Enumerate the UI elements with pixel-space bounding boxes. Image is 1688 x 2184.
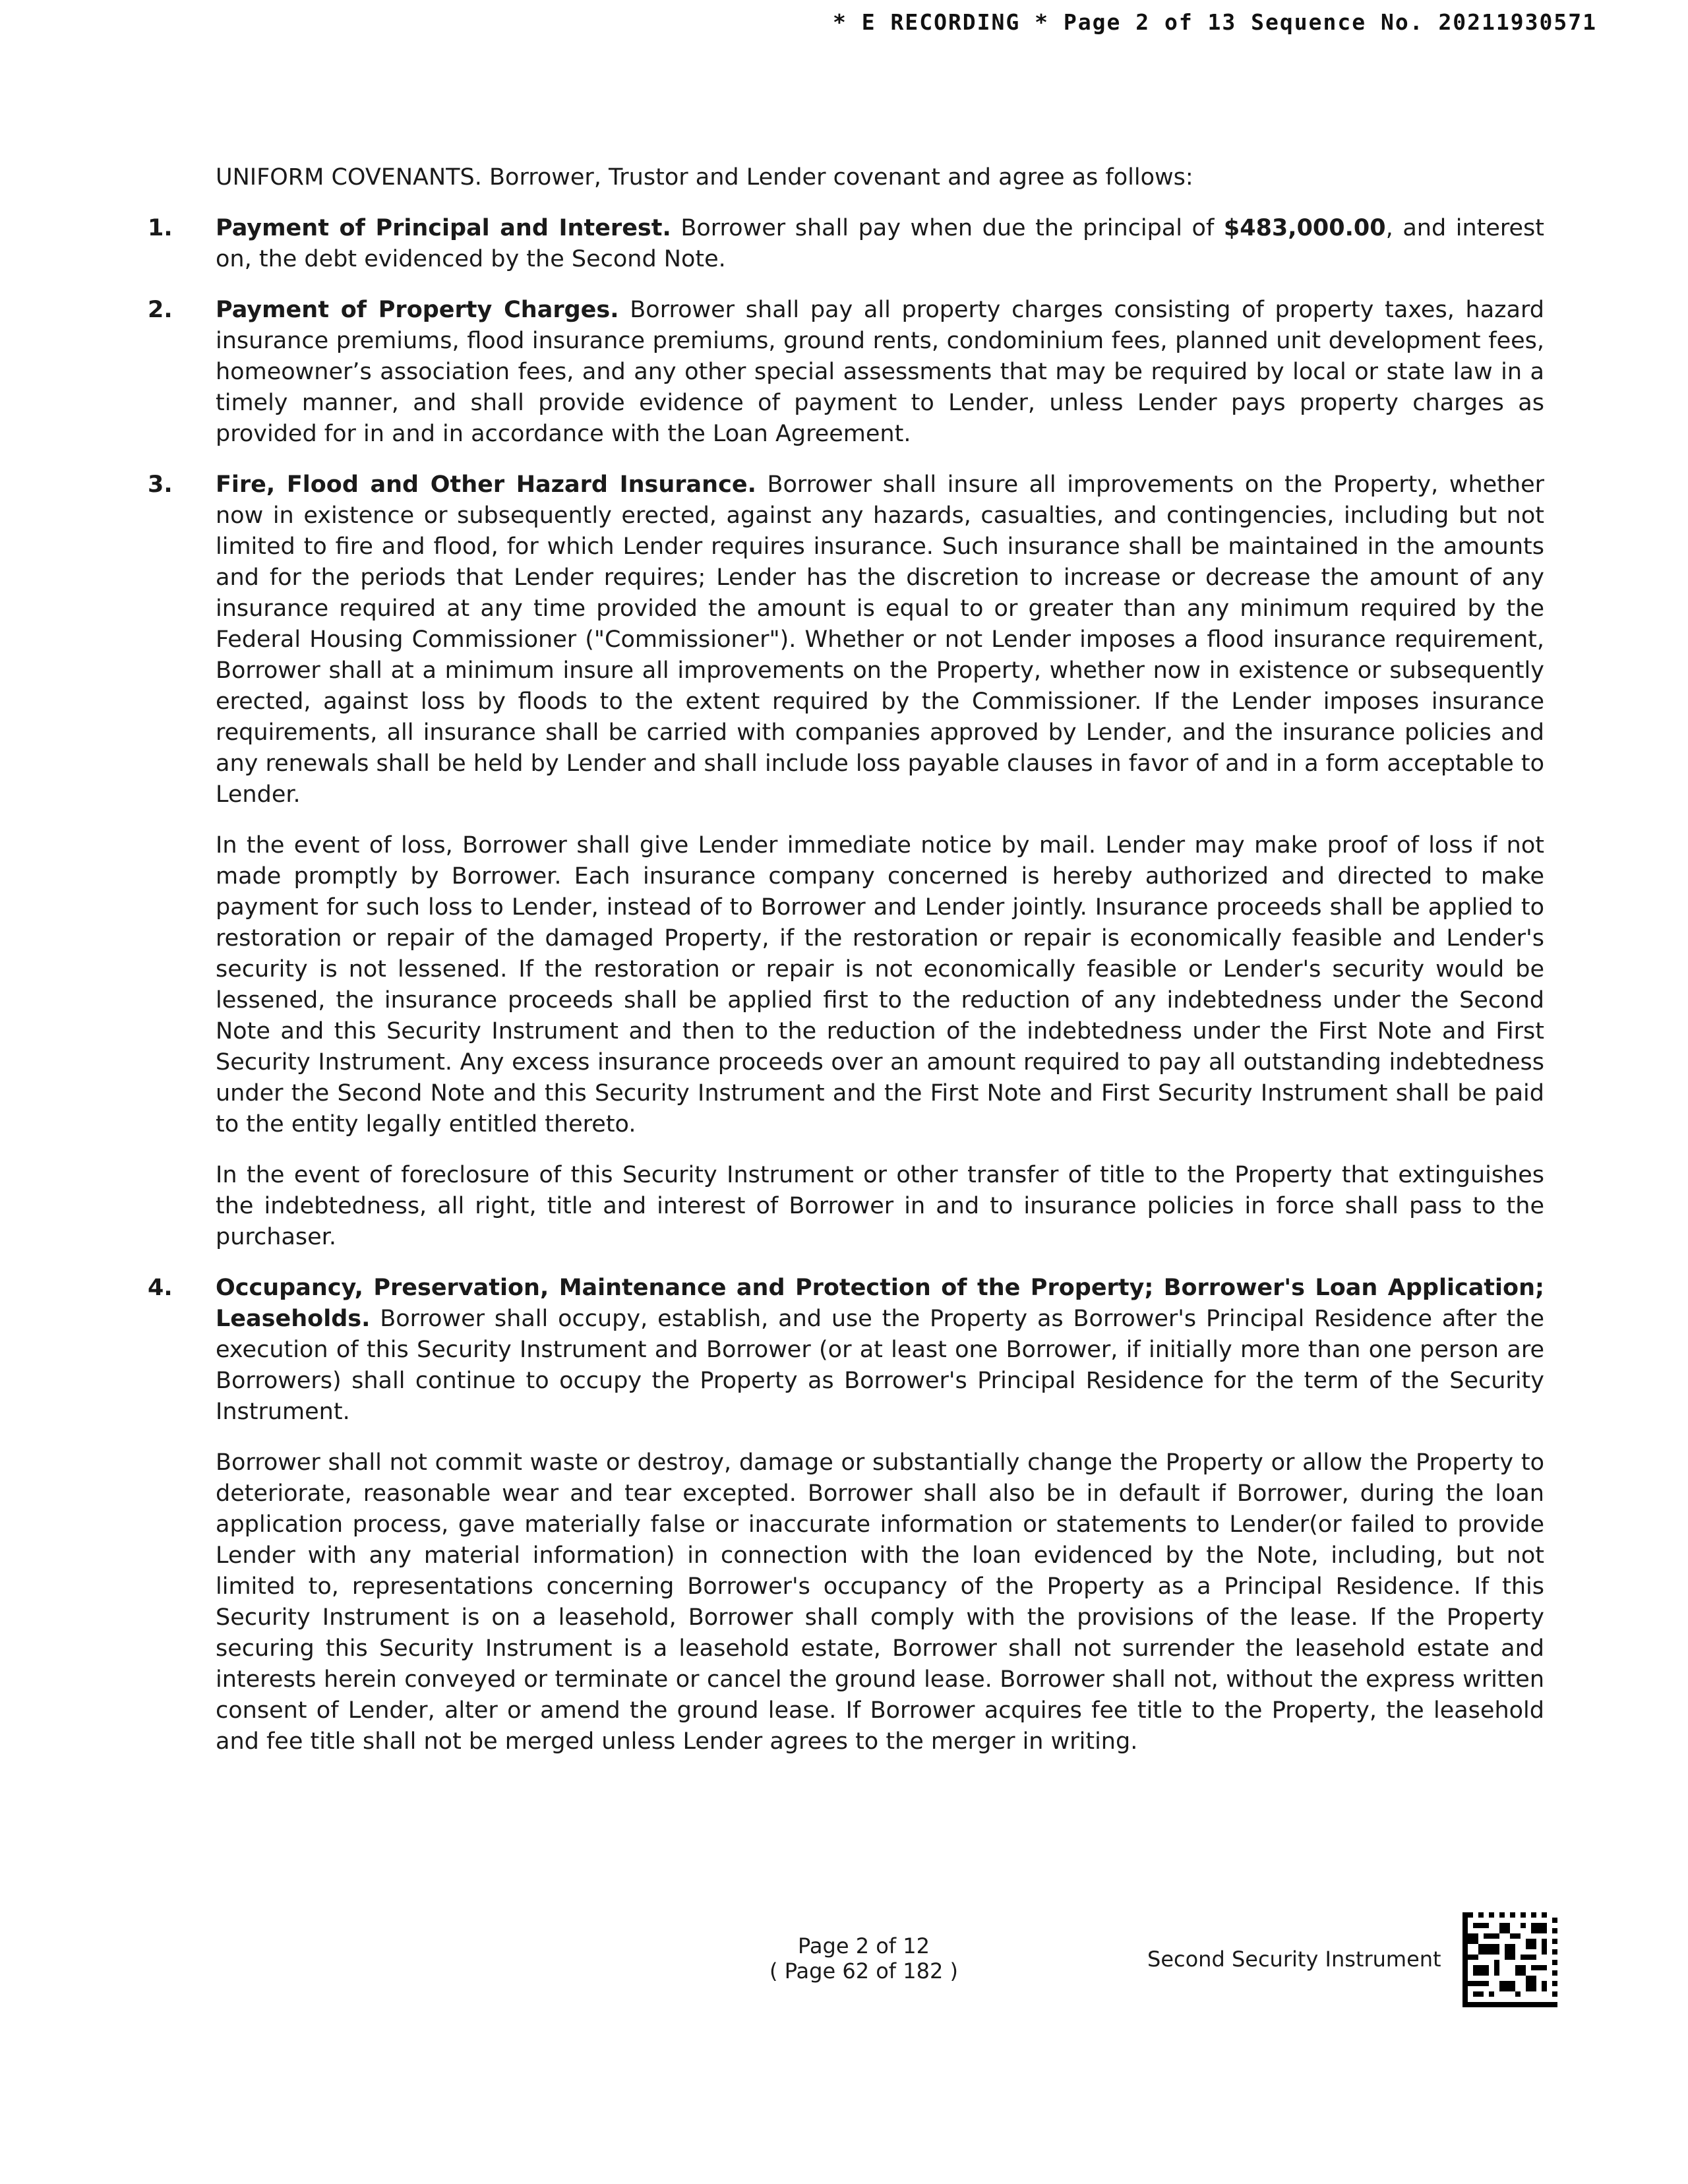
section-paragraph: In the event of foreclosure of this Security Instrument or other transfer of title to the Property that extinguishes the indebtedness, all right, title and interest of Borrower in and to insurance policies in force shall pass to the purchaser.	[216, 1162, 1544, 1250]
section-text: Borrower shall pay all property charges consisting of property taxes, hazard insurance premiums, flood insurance premiums, ground rents, condominium fees, planned unit development fees, homeowner’s association fees, and any other special assessments that may be required by local or state law in a timely manner, and shall provide evidence of payment to Lender, unless Lender pays property charges as provided for in and in accordance with the Loan Agreement.	[216, 297, 1544, 447]
covenant-section-3	[148, 470, 1544, 1253]
uniform-covenants-intro: UNIFORM COVENANTS. Borrower, Trustor and Lender covenant and agree as follows:	[216, 164, 1193, 191]
section-paragraph: In the event of loss, Borrower shall give Lender immediate notice by mail. Lender may make proof of loss if not made promptly by Borrower. Each insurance company concerned is hereby authorized and directed to make payment for such loss to Lender, instead of to Borrower and Lender jointly. Insurance proceeds shall be applied to restoration or repair of the damaged Property, if the restoration or repair is economically feasible and Lender's security is not lessened. If the restoration or repair is not economically feasible or Lender's security would be lessened, the insurance proceeds shall be applied first to the reduction of any indebtedness under the Second Note and this Security Instrument and then to the reduction of the indebtedness under the First Note and First Security Instrument. Any excess insurance proceeds over an amount required to pay all outstanding indebtedness under the Second Note and this Security Instrument and the First Note and First Security Instrument shall be paid to the entity legally entitled thereto.	[216, 832, 1544, 1138]
section-paragraph	[216, 213, 1544, 275]
principal-amount: $483,000.00	[1223, 215, 1386, 241]
section-text: Borrower shall occupy, establish, and use the Property as Borrower's Principal Residence after the execution of this Security Instrument and Borrower (or at least one Borrower, if initially more than one person are Borrowers) shall continue to occupy the Property as Borrower's Principal Residence for the term of the Security Instrument.	[216, 1306, 1544, 1425]
covenant-section-4	[148, 1273, 1544, 1757]
section-title: Payment of Principal and Interest.	[216, 215, 671, 241]
section-title: Payment of Property Charges.	[216, 297, 619, 323]
section-title: Occupancy, Preservation, Maintenance and Protection of the Property; Borrower's Loan Application; Leaseholds.	[216, 1275, 1544, 1332]
document-body	[148, 162, 1544, 1777]
covenant-section-1	[148, 213, 1544, 275]
datamatrix-barcode-icon	[1462, 1912, 1557, 2007]
packet-page-number: ( Page 62 of 182 )	[769, 1958, 958, 1984]
section-number: 1.	[148, 215, 173, 241]
section-text: Borrower shall insure all improvements on the Property, whether now in existence or subsequently erected, against any hazards, casualties, and contingencies, including but not limited to fire and flood, for which Lender requires insurance. Such insurance shall be maintained in the amounts and for the periods that Lender requires; Lender has the discretion to increase or decrease the amount of any insurance required at any time provided the amount is equal to or greater than any minimum required by the Federal Housing Commissioner ("Commissioner"). Whether or not Lender imposes a flood insurance requirement, Borrower shall at a minimum insure all improvements on the Property, whether now in existence or subsequently erected, against loss by floods to the extent required by the Commissioner. If the Lender imposes insurance requirements, all insurance shall be carried with companies approved by Lender, and the insurance policies and any renewals shall be held by Lender and shall include loss payable clauses in favor of and in a form acceptable to Lender.	[216, 471, 1544, 808]
section-title: Fire, Flood and Other Hazard Insurance.	[216, 471, 756, 498]
recording-stamp: * E RECORDING * Page 2 of 13 Sequence No. 20211930571	[833, 9, 1597, 35]
page-number-block	[712, 1933, 1015, 1984]
section-paragraph: Borrower shall not commit waste or destroy, damage or substantially change the Property or allow the Property to deteriorate, reasonable wear and tear excepted. Borrower shall also be in default if Borrower, during the loan application process, gave materially false or inaccurate information or statements to Lender(or failed to provide Lender with any material information) in connection with the loan evidenced by the Note, including, but not limited to, representations concerning Borrower's occupancy of the Property as a Principal Residence. If this Security Instrument is on a leasehold, Borrower shall comply with the provisions of the lease. If the Property securing this Security Instrument is a leasehold estate, Borrower shall not surrender the leasehold estate and interests herein conveyed or terminate or cancel the ground lease. Borrower shall not, without the express written consent of Lender, alter or amend the ground lease. If Borrower acquires fee title to the Property, the leasehold and fee title shall not be merged unless Lender agrees to the merger in writing.	[216, 1449, 1544, 1755]
section-paragraph	[216, 295, 1544, 450]
covenant-section-2	[148, 295, 1544, 450]
section-text: , and interest on, the debt evidenced by the Second Note.	[216, 215, 1545, 272]
section-paragraph	[216, 470, 1544, 810]
document-label: Second Security Instrument	[1147, 1947, 1441, 1972]
section-number: 4.	[148, 1275, 173, 1301]
section-text: Borrower shall pay when due the principal of	[671, 215, 1224, 241]
section-number: 3.	[148, 471, 173, 498]
page-number: Page 2 of 12	[798, 1933, 930, 1958]
section-number: 2.	[148, 297, 173, 323]
section-paragraph	[216, 1273, 1544, 1428]
